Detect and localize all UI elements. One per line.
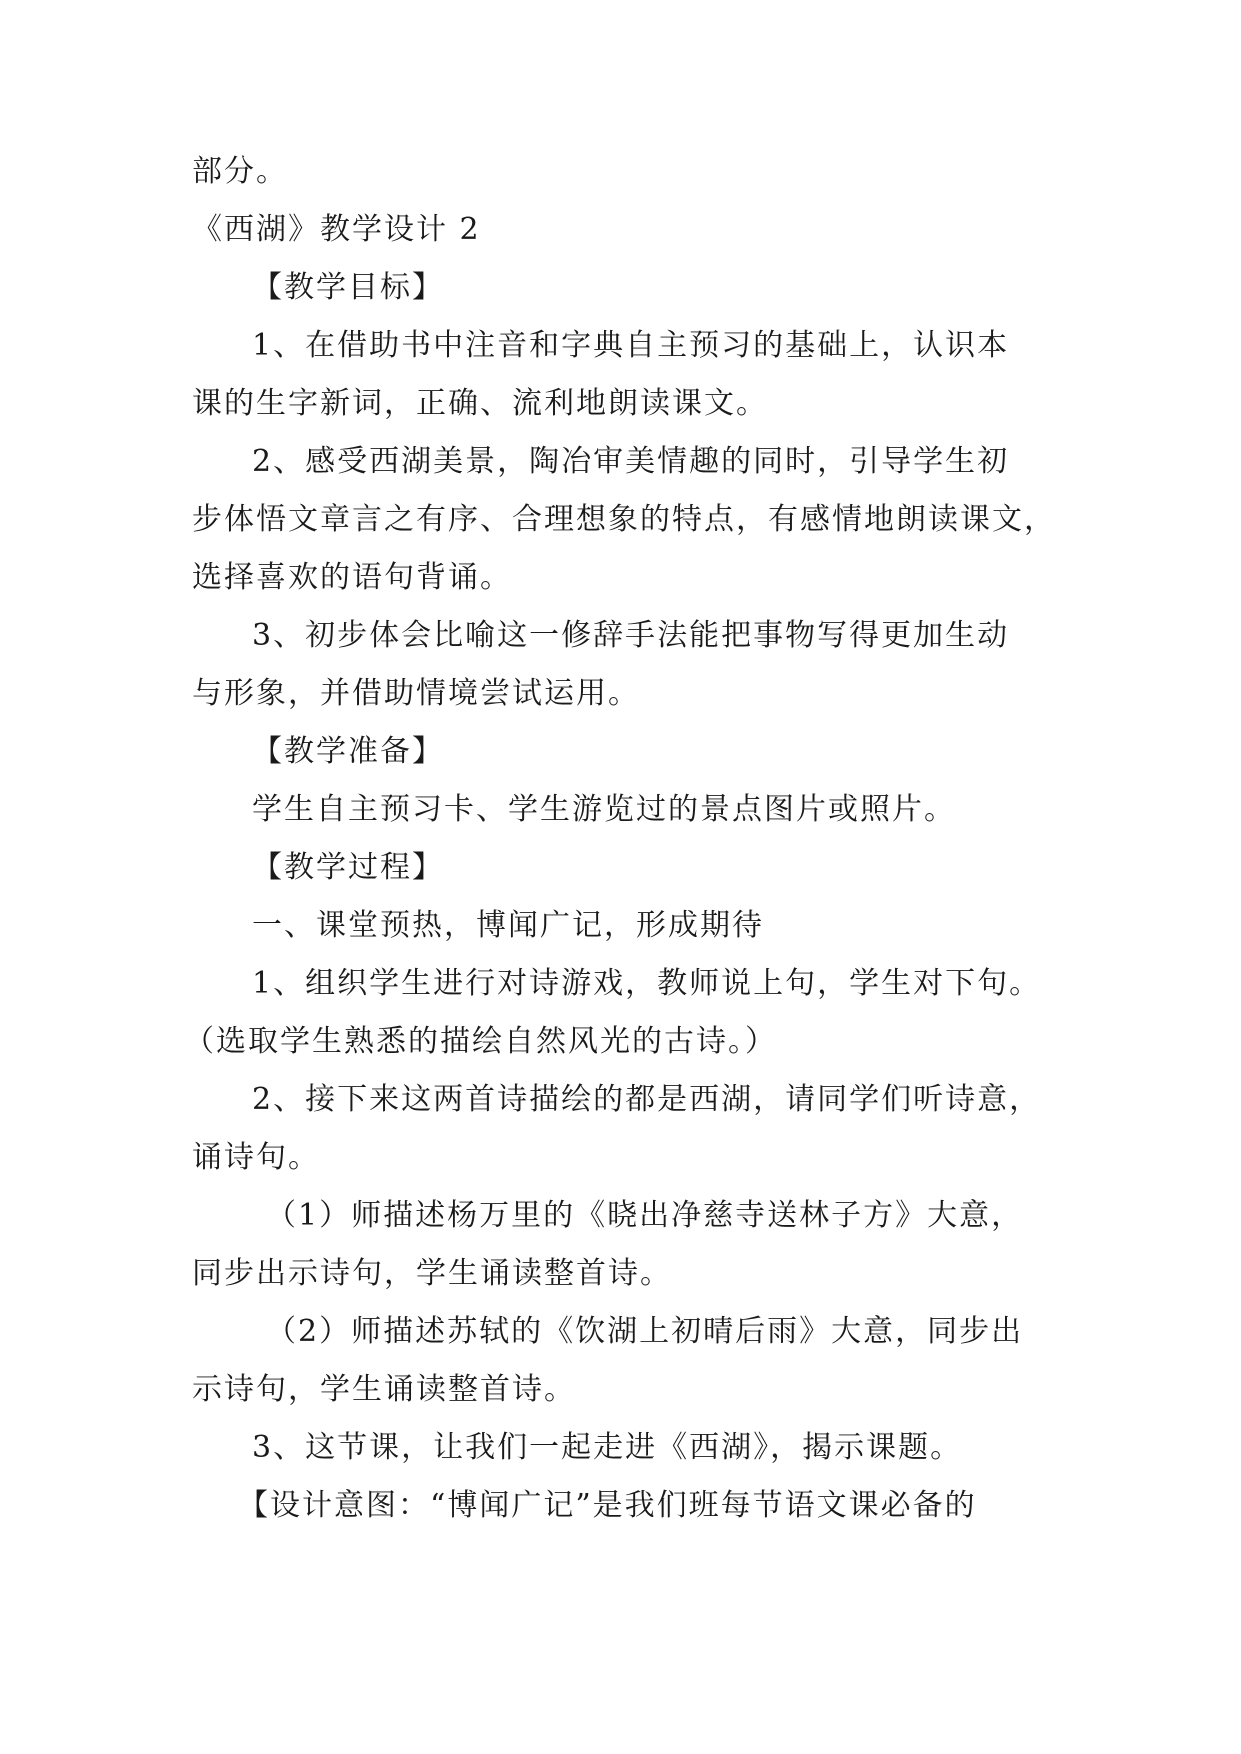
heading-preparation: 【教学准备】 [252, 734, 444, 769]
process-item-2-line-2: 诵诗句。 [192, 1140, 320, 1175]
process-item-1-line-2: （选取学生熟悉的描绘自然风光的古诗。） [184, 1024, 777, 1059]
objective-3-line-1: 3、初步体会比喻这一修辞手法能把事物写得更加生动 [252, 618, 1010, 653]
heading-objectives: 【教学目标】 [252, 270, 444, 305]
process-item-2-line-1: 2、接下来这两首诗描绘的都是西湖，请同学们听诗意， [252, 1082, 1042, 1117]
objective-2-line-3: 选择喜欢的语句背诵。 [192, 560, 512, 595]
text-line-fragment: 部分。 [192, 154, 288, 189]
design-intent-line-1: 【设计意图：“博闻广记”是我们班每节语文课必备的 [238, 1488, 977, 1523]
objective-3-line-2: 与形象，并借助情境尝试运用。 [192, 676, 640, 711]
process-subitem-2-line-1: （2）师描述苏轼的《饮湖上初晴后雨》大意，同步出 [266, 1314, 1024, 1349]
process-item-1-line-1: 1、组织学生进行对诗游戏，教师说上句，学生对下句。 [252, 966, 1042, 1001]
preparation-text: 学生自主预习卡、学生游览过的景点图片或照片。 [252, 792, 956, 827]
section-title: 《西湖》教学设计 2 [192, 212, 481, 247]
process-step-1-title: 一、课堂预热，博闻广记，形成期待 [252, 908, 764, 943]
process-subitem-1-line-2: 同步出示诗句，学生诵读整首诗。 [192, 1256, 672, 1291]
process-subitem-1-line-1: （1）师描述杨万里的《晓出净慈寺送林子方》大意， [266, 1198, 1024, 1233]
objective-2-line-2: 步体悟文章言之有序、合理想象的特点，有感情地朗读课文， [192, 502, 1056, 537]
heading-process: 【教学过程】 [252, 850, 444, 885]
process-item-3: 3、这节课，让我们一起走进《西湖》，揭示课题。 [252, 1430, 963, 1465]
objective-1-line-1: 1、在借助书中注音和字典自主预习的基础上，认识本 [252, 328, 1010, 363]
objective-1-line-2: 课的生字新词，正确、流利地朗读课文。 [192, 386, 768, 421]
objective-2-line-1: 2、感受西湖美景，陶冶审美情趣的同时，引导学生初 [252, 444, 1010, 479]
process-subitem-2-line-2: 示诗句，学生诵读整首诗。 [192, 1372, 576, 1407]
